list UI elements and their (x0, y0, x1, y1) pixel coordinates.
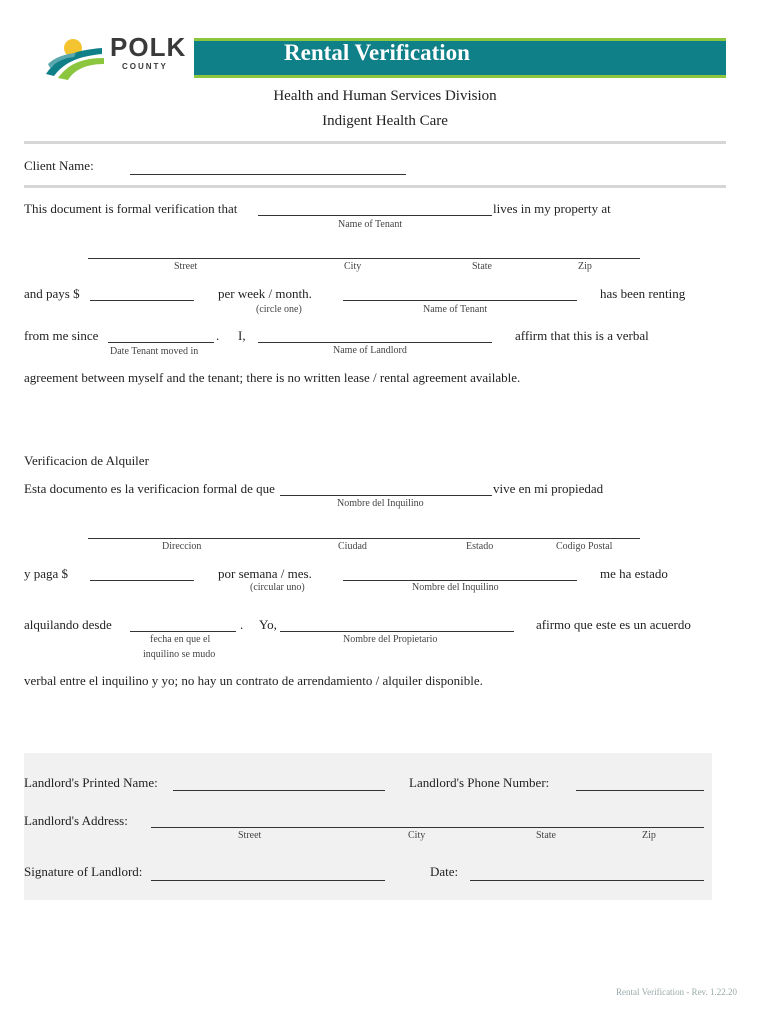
spanish-agreement-statement: verbal entre el inquilino y yo; no hay un contrato de arrendamiento / alquiler disponible. (24, 673, 483, 688)
city-caption: City (344, 261, 362, 272)
client-name-label: Client Name: (24, 158, 94, 173)
landlord-address-label: Landlord's Address: (24, 813, 128, 828)
agreement-statement: agreement between myself and the tenant; there is no written lease / rental agreement available. (24, 370, 521, 385)
estado-caption: Estado (466, 541, 494, 552)
division-heading: Health and Human Services Division (273, 88, 497, 104)
landlord-address-field[interactable] (151, 827, 704, 828)
logo-name: POLK (110, 32, 187, 62)
state-caption: State (472, 261, 492, 272)
landlord-name-caption: Name of Landlord (333, 345, 407, 356)
me-ha-estado-label: me ha estado (600, 566, 668, 581)
page-title: Rental Verification (284, 40, 470, 65)
verification-line-suffix: lives in my property at (493, 201, 611, 216)
client-divider (24, 185, 726, 188)
tenant-name-caption: Name of Tenant (338, 219, 403, 230)
landlord-printed-name-field[interactable] (173, 790, 385, 791)
landlord-phone-field[interactable] (576, 790, 704, 791)
propietario-caption: Nombre del Propietario (343, 634, 438, 645)
landlord-state-caption: State (536, 830, 556, 841)
spanish-rent-amount-field[interactable] (90, 580, 194, 581)
spanish-heading: Verificacion de Alquiler (24, 453, 149, 468)
spanish-tenant-name-field-2[interactable] (343, 580, 577, 581)
landlord-signature-label: Signature of Landlord: (24, 864, 143, 879)
spanish-landlord-name-field[interactable] (280, 631, 514, 632)
landlord-zip-caption: Zip (642, 830, 656, 841)
por-semana-label: por semana / mes. (218, 566, 312, 581)
direccion-caption: Direccion (162, 541, 202, 552)
spanish-verification-suffix: vive en mi propiedad (493, 481, 604, 496)
program-heading: Indigent Health Care (322, 113, 448, 129)
tenant-name-field[interactable] (258, 215, 492, 216)
pays-label: and pays $ (24, 286, 80, 301)
landlord-signature-field[interactable] (151, 880, 385, 881)
spanish-tenant-caption: Nombre del Inquilino (337, 498, 424, 509)
spanish-address-field[interactable] (88, 538, 640, 539)
spanish-period-mark: . (240, 617, 244, 632)
street-caption: Street (174, 261, 198, 272)
header-divider (24, 141, 726, 144)
landlord-city-caption: City (408, 830, 426, 841)
period-mark: . (216, 328, 220, 343)
fecha-caption-line2: inquilino se mudo (143, 649, 216, 660)
codigo-postal-caption: Codigo Postal (556, 541, 613, 552)
logo-subtitle: COUNTY (122, 62, 168, 71)
property-address-field[interactable] (88, 258, 640, 259)
date-label: Date: (430, 864, 459, 879)
tenant-name-field-2[interactable] (343, 300, 577, 301)
circular-uno-caption: (circular uno) (250, 582, 305, 593)
circle-one-caption: (circle one) (256, 304, 302, 315)
affirm-label: affirm that this is a verbal (515, 328, 649, 343)
from-me-since-label: from me since (24, 328, 99, 343)
fecha-caption-line1: fecha en que el (150, 634, 211, 645)
spanish-tenant-name-field[interactable] (280, 495, 492, 496)
landlord-printed-name-label: Landlord's Printed Name: (24, 775, 158, 790)
per-week-month-label: per week / month. (218, 286, 312, 301)
spanish-verification-prefix: Esta documento es la verificacion formal de que (24, 481, 275, 496)
spanish-tenant-caption-2: Nombre del Inquilino (412, 582, 499, 593)
tenant-name-caption-2: Name of Tenant (423, 304, 488, 315)
landlord-phone-label: Landlord's Phone Number: (409, 775, 550, 790)
alquilando-desde-label: alquilando desde (24, 617, 112, 632)
spanish-pays-label: y paga $ (24, 566, 69, 581)
polk-county-logo (24, 34, 194, 80)
i-label: I, (238, 328, 246, 343)
zip-caption: Zip (578, 261, 592, 272)
client-name-field[interactable] (130, 174, 406, 175)
spanish-move-in-date-field[interactable] (130, 631, 236, 632)
move-in-date-field[interactable] (108, 342, 214, 343)
move-in-date-caption: Date Tenant moved in (110, 346, 199, 357)
date-field[interactable] (470, 880, 704, 881)
afirmo-label: afirmo que este es un acuerdo (536, 617, 691, 632)
ciudad-caption: Ciudad (338, 541, 367, 552)
landlord-street-caption: Street (238, 830, 262, 841)
revision-footer: Rental Verification - Rev. 1.22.20 (616, 987, 737, 997)
title-bar-bottom-stripe (194, 75, 726, 78)
yo-label: Yo, (259, 617, 277, 632)
has-been-renting-label: has been renting (600, 286, 686, 301)
verification-line-prefix: This document is formal verification that (24, 201, 238, 216)
rent-amount-field[interactable] (90, 300, 194, 301)
landlord-name-field[interactable] (258, 342, 492, 343)
